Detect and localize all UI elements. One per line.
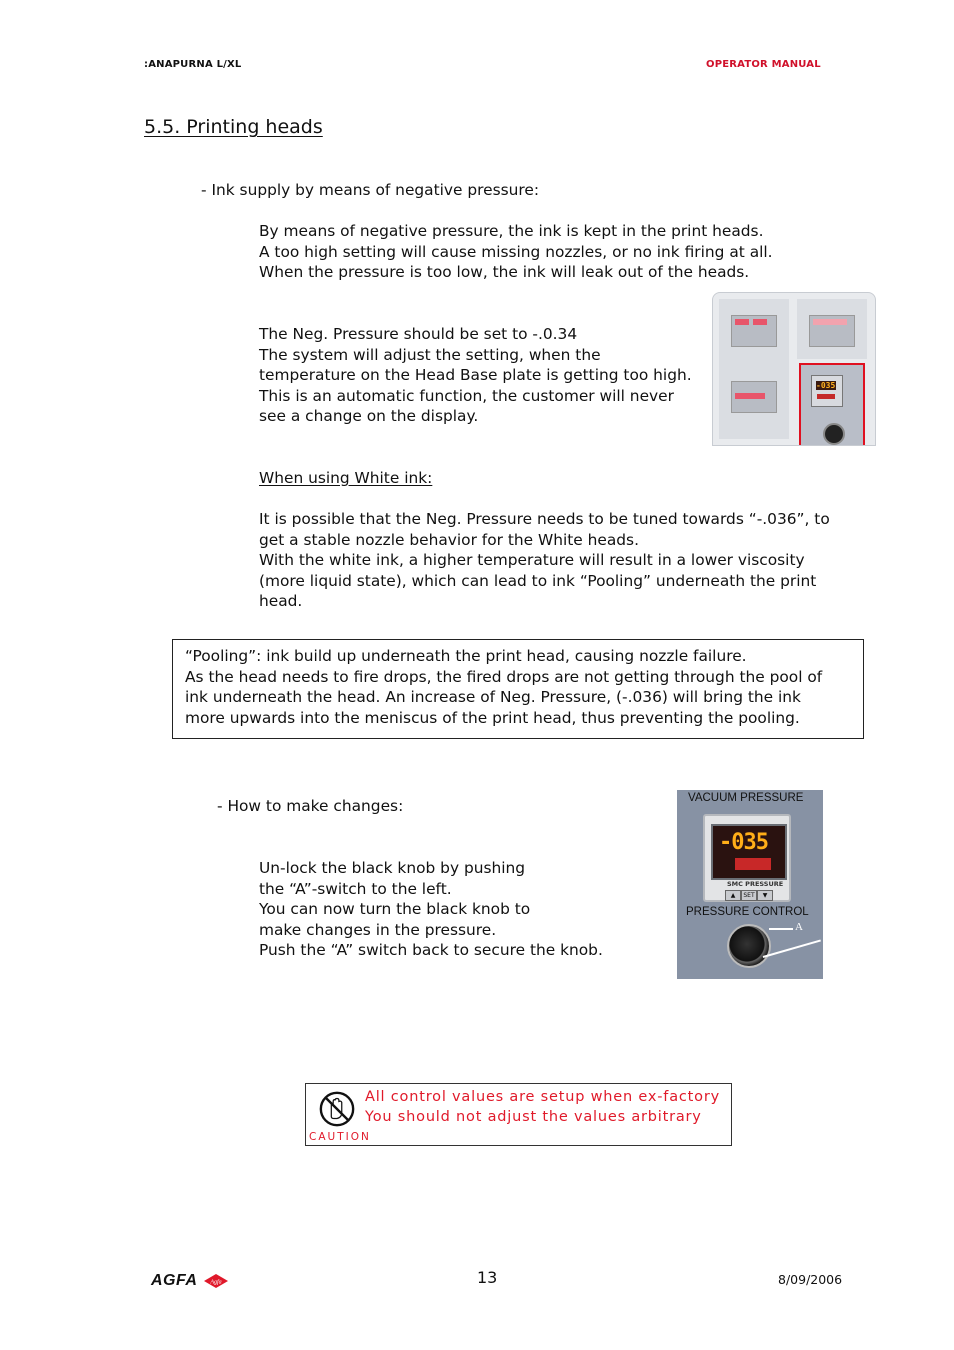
white-ink-heading: When using White ink: (259, 469, 433, 487)
text-line: the “A”-switch to the left. (259, 879, 452, 898)
document-date: 8/09/2006 (778, 1272, 843, 1287)
paragraph-negative-pressure (259, 221, 773, 283)
pressure-knob-icon (823, 423, 845, 445)
no-touch-hand-icon (318, 1090, 356, 1128)
text-line: ink underneath the head. An increase of Neg. Pressure, (-.036) will bring the ink (185, 688, 801, 706)
paragraph-white-ink (259, 509, 830, 612)
text-line: The Neg. Pressure should be set to -.0.34 (259, 325, 578, 343)
text-line: It is possible that the Neg. Pressure needs to be tuned towards “-.036”, to (259, 510, 830, 528)
svg-text:Agfa: Agfa (210, 1279, 222, 1286)
bullet-how-to-change: - How to make changes: (217, 797, 404, 815)
paragraph-pressure-setting (259, 324, 692, 427)
header-manual-title: OPERATOR MANUAL (706, 59, 821, 70)
text-line: With the white ink, a higher temperature will result in a lower viscosity (259, 551, 805, 569)
text-line: (more liquid state), which can lead to ink “Pooling” underneath the print (259, 571, 817, 590)
caution-label: CAUTION (309, 1131, 371, 1143)
pooling-note-text (185, 646, 822, 728)
agfa-logo (151, 1272, 231, 1292)
header-product-name: :ANAPURNA L/XL (144, 59, 242, 70)
text-line: make changes in the pressure. (259, 920, 497, 939)
text-line: more upwards into the meniscus of the print head, thus preventing the pooling. (185, 708, 800, 727)
pressure-controller (703, 814, 791, 902)
text-line: Push the “A” switch back to secure the knob. (259, 941, 603, 959)
text-line: This is an automatic function, the customer will never (259, 386, 674, 405)
text-line: get a stable nozzle behavior for the White heads. (259, 530, 639, 549)
text-line: When the pressure is too low, the ink will leak out of the heads. (259, 263, 750, 281)
text-line: By means of negative pressure, the ink is kept in the print heads. (259, 222, 764, 240)
up-arrow-icon: ▲ (725, 890, 741, 901)
photo-label-vacuum-pressure: VACUUM PRESSURE (688, 792, 804, 804)
arrow-icon (763, 940, 821, 958)
text-line: see a change on the display. (259, 407, 479, 425)
photo-label-pressure-control: PRESSURE CONTROL (686, 906, 809, 918)
text-line: You can now turn the black knob to (259, 900, 531, 918)
pressure-knob-icon (727, 924, 771, 968)
text-line: The system will adjust the setting, when the (259, 345, 601, 364)
text-line: As the head needs to fire drops, the fired drops are not getting through the pool of (185, 667, 823, 686)
control-cabinet-photo (712, 292, 876, 446)
caution-box (305, 1083, 732, 1146)
text-line: “Pooling”: ink build up underneath the print head, causing nozzle failure. (185, 647, 747, 665)
paragraph-change-instructions (259, 858, 603, 961)
vacuum-pressure-photo (677, 790, 823, 979)
page-number: 13 (477, 1268, 498, 1287)
text-line: head. (259, 592, 303, 610)
set-button: SET (741, 890, 757, 901)
arrow-icon (769, 928, 793, 930)
agfa-rhombus-icon (203, 1273, 229, 1289)
caution-line-2: You should not adjust the values arbitrary (365, 1109, 702, 1125)
bullet-ink-supply: - Ink supply by means of negative pressure: (201, 181, 540, 199)
switch-a-label: A (795, 921, 803, 933)
pressure-display-value: -035 (719, 830, 768, 855)
pressure-controller-highlight: -035 (799, 363, 865, 446)
text-line: A too high setting will cause missing nozzles, or no ink firing at all. (259, 242, 773, 261)
logo-text: AGFA (151, 1272, 198, 1289)
text-line: Un-lock the black knob by pushing (259, 859, 526, 877)
pressure-display (711, 824, 787, 880)
text-line: temperature on the Head Base plate is getting too high. (259, 366, 692, 384)
controller-brand: SMC PRESSURE (727, 880, 784, 888)
section-title: 5.5. Printing heads (144, 116, 323, 138)
caution-line-1: All control values are setup when ex-factory (365, 1089, 720, 1105)
down-arrow-icon: ▼ (757, 890, 773, 901)
